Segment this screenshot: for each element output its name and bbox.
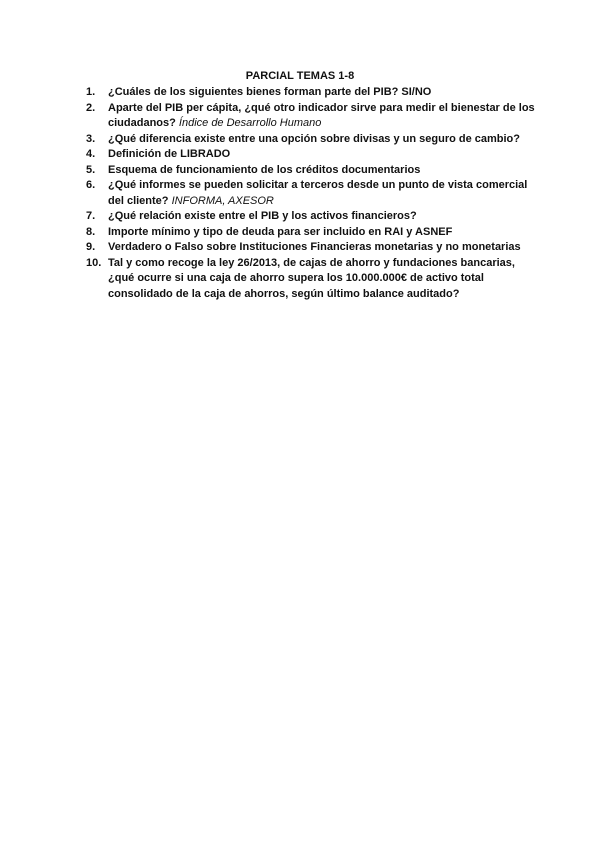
- question-text: Importe mínimo y tipo de deuda para ser incluido en RAI y ASNEF: [108, 225, 453, 238]
- question-item: [86, 163, 536, 179]
- question-number: 5.: [86, 163, 96, 176]
- question-text: Verdadero o Falso sobre Instituciones Financieras monetarias y no monetarias: [108, 241, 521, 253]
- question-number: 4.: [86, 148, 96, 160]
- question-list: [86, 85, 536, 302]
- question-body: [108, 209, 536, 225]
- question-number: 1.: [86, 86, 96, 98]
- question-number: 6.: [86, 179, 96, 191]
- question-number: 10.: [86, 256, 102, 269]
- question-body: [108, 256, 536, 303]
- question-text: ¿Qué informes se pueden solicitar a terceros desde un punto de vista comercial del cliente?: [108, 179, 528, 207]
- question-number: 3.: [86, 132, 96, 145]
- question-text: ¿Qué relación existe entre el PIB y los activos financieros?: [108, 210, 417, 222]
- question-body: [108, 147, 536, 163]
- question-number: 7.: [86, 210, 96, 222]
- question-body: [108, 101, 536, 132]
- question-body: [108, 178, 536, 209]
- question-body: [108, 85, 536, 101]
- question-item: [86, 209, 536, 225]
- question-text: Definición de LIBRADO: [108, 148, 231, 160]
- question-item: [86, 256, 536, 303]
- question-item: [86, 240, 536, 256]
- question-body: [108, 132, 536, 148]
- question-body: [108, 225, 536, 241]
- question-text: ¿Cuáles de los siguientes bienes forman parte del PIB? SI/NO: [108, 86, 432, 98]
- question-answer: Índice de Desarrollo Humano: [178, 117, 322, 129]
- question-text: Esquema de funcionamiento de los créditos documentarios: [108, 163, 421, 176]
- question-number: 9.: [86, 241, 96, 253]
- question-number: 2.: [86, 101, 96, 114]
- question-item: [86, 85, 536, 101]
- question-item: [86, 132, 536, 148]
- question-text: Tal y como recoge la ley 26/2013, de cajas de ahorro y fundaciones bancarias, ¿qué ocurre si una caja de ahorro supera los 10.000.000€ de activo total consolidado de la caja de ahorros, según último balance auditado?: [108, 256, 515, 300]
- question-body: [108, 163, 536, 179]
- question-item: [86, 101, 536, 132]
- question-body: [108, 240, 536, 256]
- question-text: ¿Qué diferencia existe entre una opción sobre divisas y un seguro de cambio?: [108, 132, 521, 145]
- question-item: [86, 147, 536, 163]
- question-number: 8.: [86, 225, 96, 238]
- question-answer: INFORMA, AXESOR: [171, 194, 274, 207]
- question-item: [86, 225, 536, 241]
- document-title: PARCIAL TEMAS 1-8: [245, 70, 355, 82]
- question-text: Aparte del PIB per cápita, ¿qué otro indicador sirve para medir el bienestar de los ciudadanos?: [108, 101, 535, 129]
- question-item: [86, 178, 536, 209]
